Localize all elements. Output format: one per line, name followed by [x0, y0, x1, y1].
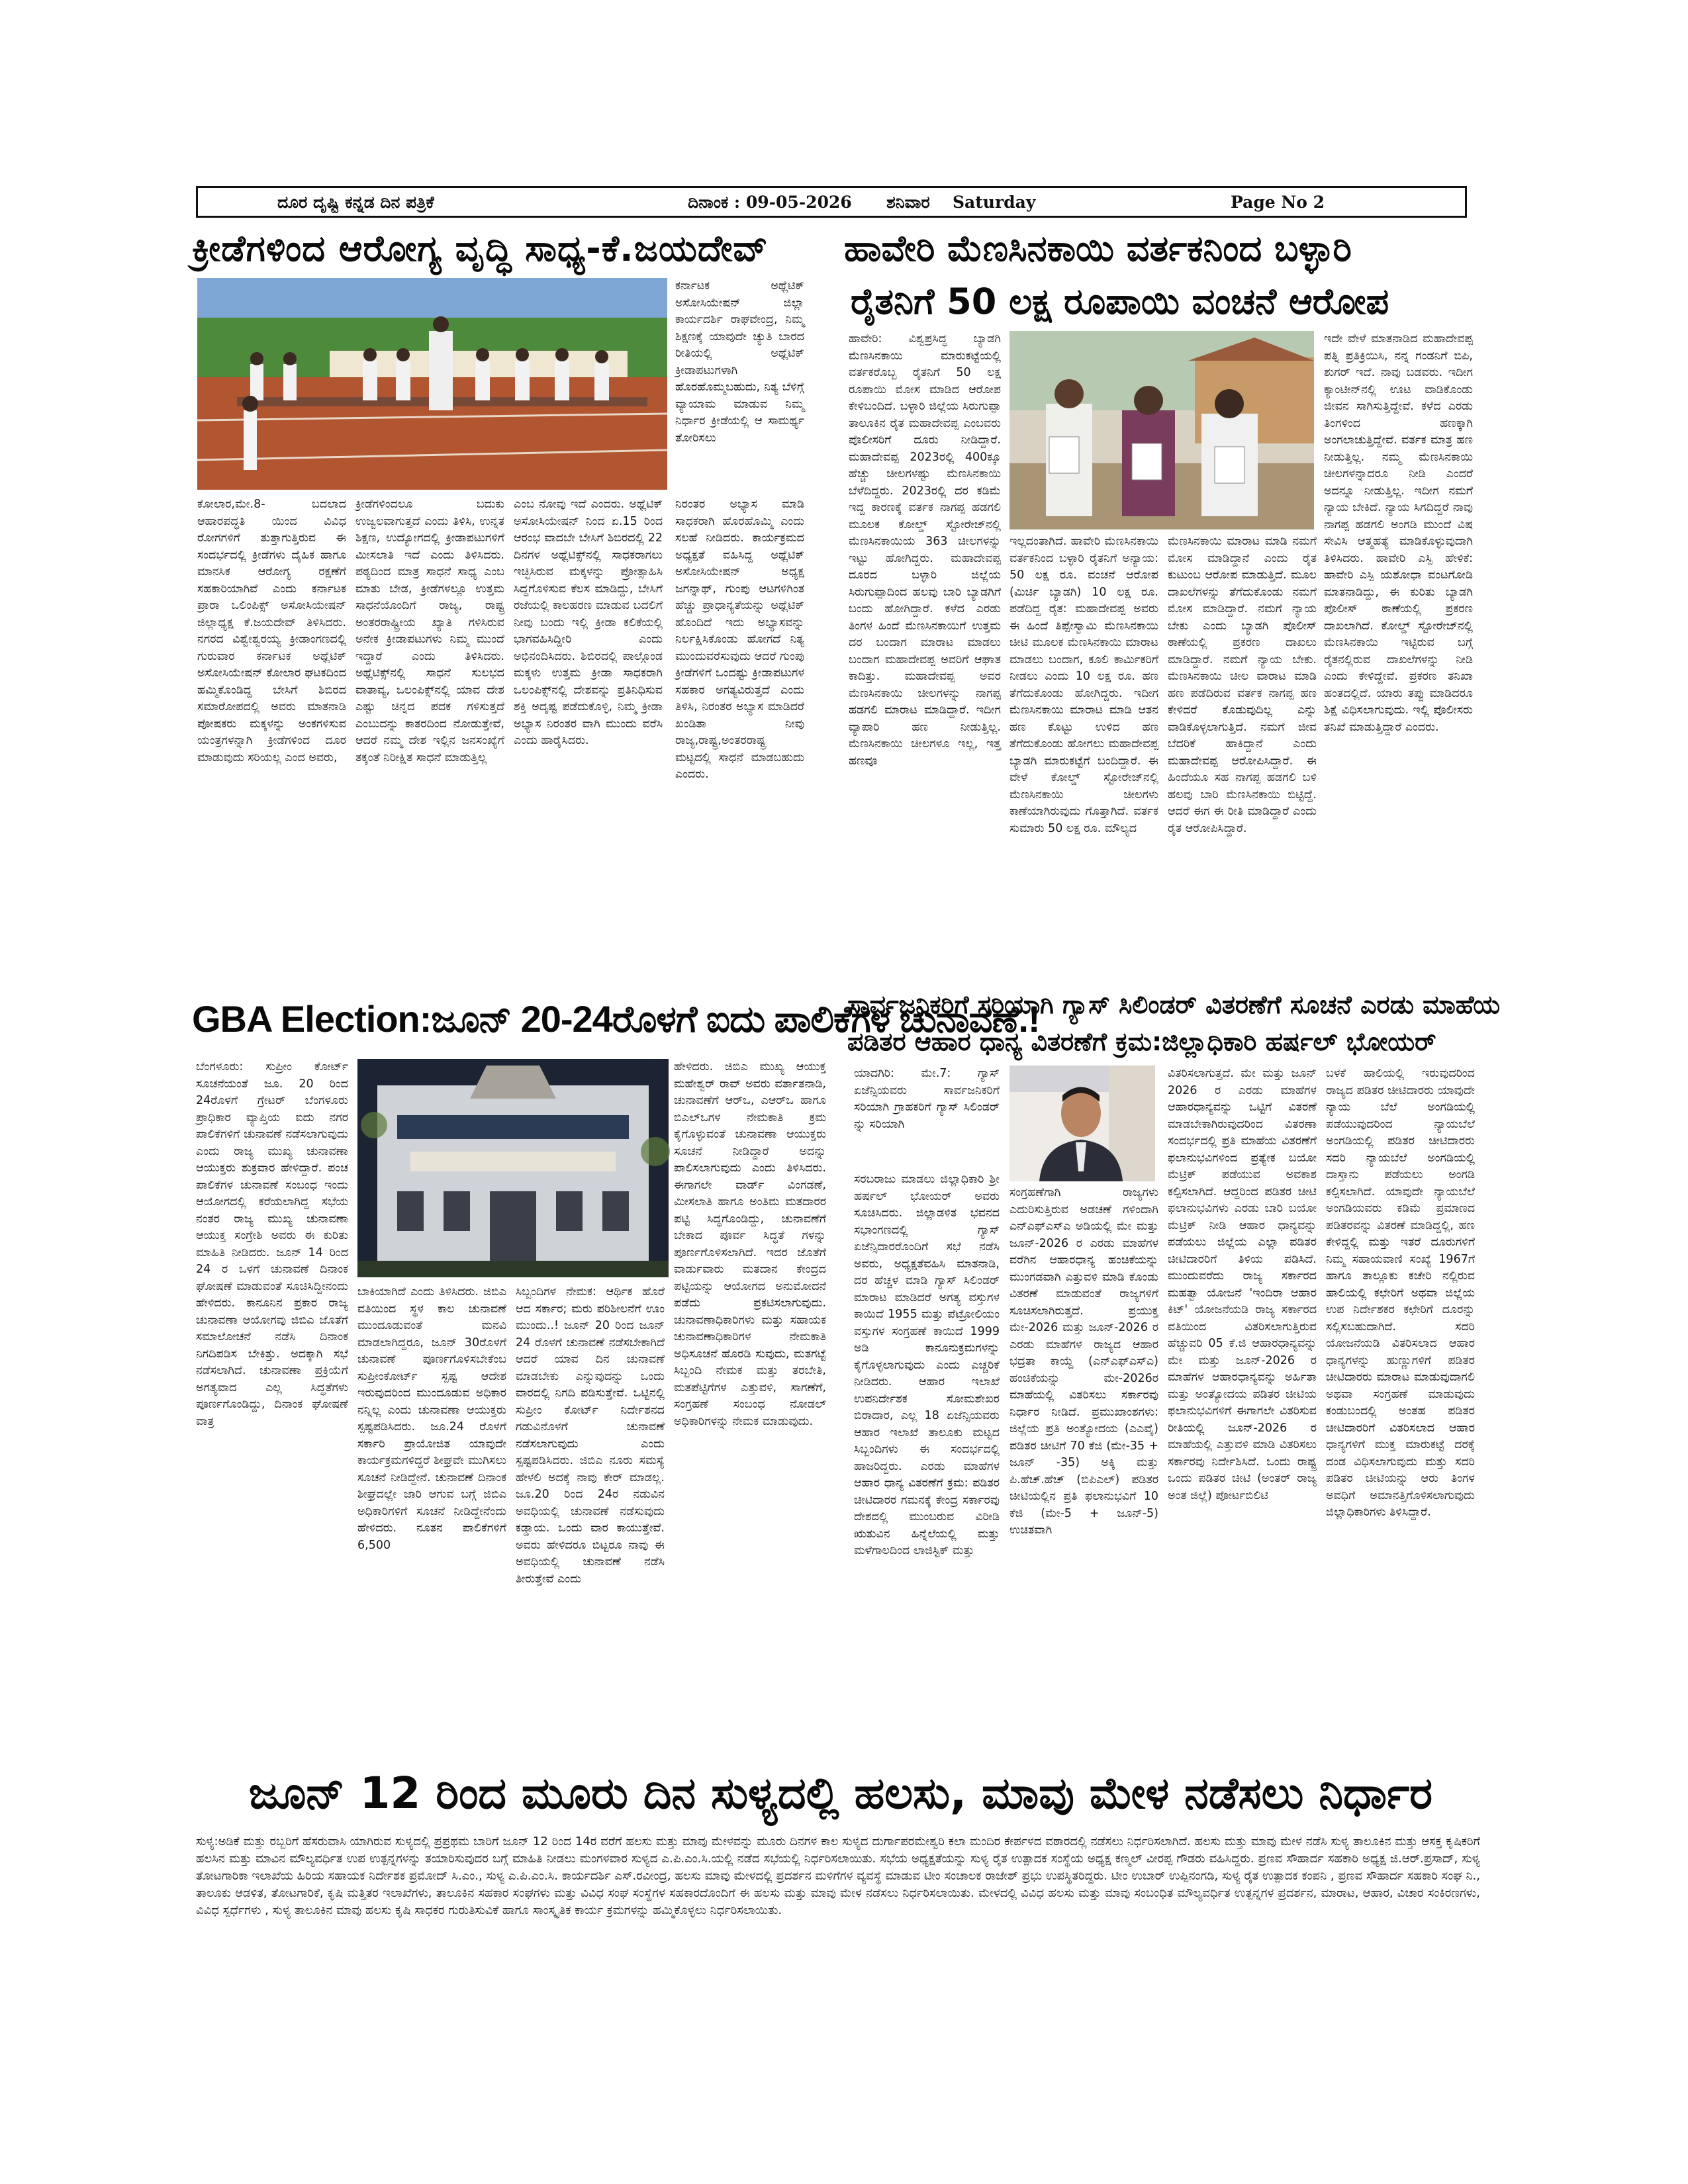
gba-column-3: ಸಿಬ್ಬಂದಿಗಳ ನೇಮಕ: ಆರ್ಥಿಕ ಹೊರೆ ಆದ ಸರ್ಕಾರ; ಮರು ಪರಿಶೀಲನೆಗೆ ಊಂ ಮುಂದು..! ಜೂನ್ 20 ರಿಂದ ಜೂನ್ 24 ರೊಳಗೆ ಚುನಾವಣೆ ನಡೆಸಬೇಕಾಗಿದೆ ಆದರೆ ಯಾವ ದಿನ ಚುನಾವಣೆ ಮಾಡಬೇಕು ಎನ್ನುವುದನ್ನು ಒಂದು ವಾರದಲ್ಲಿ ನಿಗದಿ ಪಡಿಸುತ್ತೇವೆ. ಒಟ್ಟಿನಲ್ಲಿ ಸುಪ್ರೀಂ ಕೋರ್ಟ್ ನಿರ್ದೇಶನದ ಗಡುವಿನೊಳಗೆ ಚುನಾವಣೆ ನಡೆಸಲಾಗುವುದು ಎಂದು ಸ್ಪಷ್ಟಪಡಿಸಿದರು. ಜಿಬಿಎ ನೂರು ಸಮಸ್ಯೆ ಹೇಳಲಿ ಅದಕ್ಕೆ ನಾವು ಕೇರ್ ಮಾಡಲ್ಲ. ಜೂ.20 ರಿಂದ 24ರ ನಡುವಿನ ಅವಧಿಯಲ್ಲಿ ಚುನಾವಣೆ ನಡೆಸುವುದು ಕಡ್ಡಾಯ. ಒಂದು ವಾರ ಕಾಯುತ್ತೇವೆ. ಅವರು ಹೇಳಿದರೂ ಬಿಟ್ಟರೂ ನಾವು ಈ ಅವಧಿಯಲ್ಲಿ ಚುನಾವಣೆ ನಡೆಸಿ ತೀರುತ್ತೇವೆ ಎಂದು [516, 1285, 665, 1586]
mela-body: ಸುಳ್ಯ:ಅಡಿಕೆ ಮತ್ತು ರಬ್ಬರಿಗೆ ಹೆಸರುವಾಸಿ ಯಾಗಿರುವ ಸುಳ್ಯದಲ್ಲಿ ಪ್ರಪ್ರಥಮ ಬಾರಿಗೆ ಜೂನ್ 12 ರಿಂದ 14ರ ವರೆಗೆ ಹಲಸು ಮತ್ತು ಮಾವು ಮೇಳವನ್ನು ಮೂರು ದಿನಗಳ ಕಾಲ ಸುಳ್ಯದ ದುರ್ಗಾಪರಮೇಶ್ವರಿ ಕಲಾ ಮಂದಿರ ಕೇರ್ಪಳದ ವಠಾರದಲ್ಲಿ ನಡೆಸಲು ನಿರ್ಧರಿಸಲಾಗಿದೆ. ಹಲಸು ಮತ್ತು ಮಾವು ಮೇಳ ನಡೆಸಿ ಸುಳ್ಯ ತಾಲೂಕಿನ ಮತ್ತು ಆಸಕ್ತ ಕೃಷಿಕರಿಗೆ ಹಲಸಿನ ಮತ್ತು ಮಾವಿನ ಮೌಲ್ಯವರ್ಧಿತ ಉಪ ಉತ್ಪನ್ನಗಳನ್ನು ತಯಾರಿಸುವುದರ ಬಗ್ಗೆ ಮಾಹಿತಿ ನೀಡಲು ಮಂಗಳವಾರ ಸುಳ್ಯದ ಎ.ಪಿ.ಎಂ.ಸಿ.ಯಲ್ಲಿ ನಡೆದ ಸಭೆಯಲ್ಲಿ ನಿರ್ಧರಿಸಲಾಯಿತು. ಸಭೆಯ ಅಧ್ಯಕ್ಷತೆಯನ್ನು ಸುಳ್ಯ ರೈತ ಉತ್ಪಾದಕ ಸಂಸ್ಥೆಯ ಅಧ್ಯಕ್ಷ ಕಣ್ಮಲ್ ವೀರಪ್ಪ ಗೌಡರು ವಹಿಸಿದ್ದರು. ಪ್ರಣವ ಸೌಹಾರ್ದ ಸಹಕಾರಿ ಅಧ್ಯಕ್ಷ ಜಿ.ಆರ್.ಪ್ರಸಾದ್, ಸುಳ್ಯ ತೋಟಗಾರಿಕಾ ಇಲಾಖೆಯ ಹಿರಿಯ ಸಹಾಯಕ ನಿರ್ದೇಶಕ ಪ್ರಮೋದ್ ಸಿ.ಎಂ., ಸುಳ್ಯ ಎ.ಪಿ.ಎಂ.ಸಿ. ಕಾರ್ಯದರ್ಶಿ ಎಸ್.ರವೀಂದ್ರ, ಹಲಸು ಮಾವು ಮೇಳದಲ್ಲಿ ಪ್ರದರ್ಶನ ಮಳಿಗೆಗಳ ವ್ಯವಸ್ಥೆ ಮಾಡುವ ಟೀಂ ಸಂಚಾಲಕ ರಾಜೇಶ್ ಪ್ರಭು ಉಪಸ್ಥಿತರಿದ್ದರು. ಟೀಂ ಉಬಾರ್ ಉಪ್ಪಿನಂಗಡಿ, ಸುಳ್ಯ ರೈತ ಉತ್ಪಾದಕ ಕಂಪನಿ , ಪ್ರಣವ ಸೌಹಾರ್ದ ಸಹಕಾರಿ ಸಂಘ ನಿ., ತಾಲೂಕು ಆಡಳಿತ, ತೋಟಗಾರಿಕೆ, ಕೃಷಿ ಮತ್ತಿತರ ಇಲಾಖೆಗಳು, ತಾಲೂಕಿನ ಸಹಕಾರ ಸಂಘಗಳು ಮತ್ತು ವಿವಿಧ ಸಂಘ ಸಂಸ್ಥೆಗಳ ಸಹಕಾರದೊಂದಿಗೆ ಈ ಹಲಸು ಮತ್ತು ಮಾವು ಮೇಳ ನಡೆಸಲು ನಿರ್ಧರಿಸಲಾಯಿತು. ಮೇಳದಲ್ಲಿ ವಿವಿಧ ಹಲಸು ಮತ್ತು ಮಾವು ಸಂಬಂಧಿತ ಮೌಲ್ಯವರ್ಧಿತ ಉತ್ಪನ್ನಗಳ ಪ್ರದರ್ಶನ, ಮಾರಾಟ, ಆಹಾರ, ವಿಚಾರ ಸಂಕಿರಣಗಳು, ವಿವಿಧ ಸ್ಪರ್ಧೆಗಳು , ಸುಳ್ಯ ತಾಲೂಕಿನ ಮಾವು ಹಲಸು ಕೃಷಿ ಸಾಧಕರ ಗುರುತಿಸುವಿಕೆ ಹಾಗೂ ಸಾಂಸ್ಕೃತಿಕ ಕಾರ್ಯ ಕ್ರಮಗಳನ್ನು ಹಮ್ಮಿಕೊಳ್ಳಲು ನಿರ್ಧರಿಸಲಾಯಿತು. [196, 1835, 1480, 1917]
sports-column-2: ಕ್ರೀಡೆಗಳಿಂದಲೂ ಬದುಕು ಉಜ್ವಲವಾಗುತ್ತದೆ ಎಂದು ತಿಳಿಸಿ, ಉನ್ನತ ಶಿಕ್ಷಣ, ಉದ್ಯೋಗದಲ್ಲಿ ಕ್ರೀಡಾಪಟುಗಳಿಗೆ ಮೀಸಲಾತಿ ಇದೆ ಎಂದು ತಿಳಿಸಿದರು. ಪಠ್ಯದಿಂದ ಮಾತ್ರ ಸಾಧನೆ ಸಾಧ್ಯ ಎಂಬ ಮಾತು ಬೇಡ, ಕ್ರೀಡೆಗಳಲ್ಲೂ ಉತ್ತಮ ಸಾಧನೆಯೊಂದಿಗೆ ರಾಜ್ಯ, ರಾಷ್ಟ್ರ ಅಂತರರಾಷ್ಟ್ರೀಯ ಖ್ಯಾತಿ ಗಳಿಸಿರುವ ಅನೇಕ ಕ್ರೀಡಾಪಟುಗಳು ನಿಮ್ಮ ಮುಂದೆ ಇದ್ದಾರೆ ಎಂದು ತಿಳಿಸಿದರು. ಅಥ್ಲೆಟಿಕ್ಸ್‌ನಲ್ಲಿ ಸಾಧನೆ ಸುಲಭದ ವಾತಾವ್ಯ, ಒಲಂಪಿಕ್ಸ್‌ನಲ್ಲಿ ಯಾವ ದೇಶ ಎಷ್ಟು ಚಿನ್ನದ ಪದಕ ಗಳಿಸುತ್ತದೆ ಎಂಬುದನ್ನು ಕಾತರದಿಂದ ನೋಡುತ್ತೇವೆ, ಆದರೆ ನಮ್ಮ ದೇಶ ಇಲ್ಲಿನ ಜನಸಂಖ್ಯೆಗೆ ತಕ್ಕಂತೆ ನಿರೀಕ್ಷಿತ ಸಾಧನೆ ಮಾಡುತ್ತಿಲ್ಲ [355, 498, 504, 764]
farmers-holding-papers-photo [1009, 331, 1314, 529]
gba-headline: GBA Election:ಜೂನ್ 20-24ರೊಳಗೆ ಐದು ಪಾಲಿಕೆಗಳ ಚುನಾವಣೆ.! [192, 998, 1040, 1040]
chilli-column-4: ಇದೇ ವೇಳೆ ಮಾತನಾಡಿದ ಮಹಾದೇವಪ್ಪ ಪತ್ನಿ ಪ್ರತಿಕ್ರಿಯಿಸಿ, ನನ್ನ ಗಂಡನಿಗೆ ಬಿಪಿ, ಶುಗರ್ ಇದೆ. ನಾವು ಬಡವರು. ಇದೀಗ ಕ್ಯಾಂಟೀನ್‌ನಲ್ಲಿ ಊಟ ವಾಡಿಕೊಂಡು ಜೀವನ ಸಾಗಿಸುತ್ತಿದ್ದೇವೆ. ಕಳೆದ ಎರಡು ತಿಂಗಳಿಂದ ಹಣಕ್ಕಾಗಿ ಅಂಗಲಾಚುತ್ತಿದ್ದೇವೆ. ವರ್ತಕ ಮಾತ್ರ ಹಣ ನೀಡುತ್ತಿಲ್ಲ. ನಮ್ಮ ಮೆಣಸಿನಕಾಯಿ ಚೀಲಗಳನ್ನಾದರೂ ನೀಡಿ ಎಂದರೆ ಅದನ್ನೂ ನೀಡುತ್ತಿಲ್ಲ. ಇದೀಗ ನಮಗೆ ನ್ಯಾಯ ಬೇಕಿದೆ. ನ್ಯಾಯ ಸಿಗದಿದ್ದರೆ ನಾವು ನಾಗಪ್ಪ ಹಡಗಲಿ ಅಂಗಡಿ ಮುಂದೆ ವಿಷ ಸೇವಿಸಿ ಆತ್ಮಹತ್ಯೆ ಮಾಡಿಕೊಳ್ಳುವುದಾಗಿ ತಿಳಿಸಿದರು. ಹಾವೇರಿ ಎಸ್ಪಿ ಹೇಳಿಕೆ: ಹಾವೇರಿ ಎಸ್ಪಿ ಯಶೋಧಾ ವಂಟಗೋಡಿ ಮಾತನಾಡಿದ್ದು, ಈ ಕುರಿತು ಬ್ಯಾಡಗಿ ಪೊಲೀಸ್ ಠಾಣೆಯಲ್ಲಿ ಪ್ರಕರಣ ದಾಖಲಾಗಿದೆ. ಕೋಲ್ಡ್ ಸ್ಟೋರೇಜ್‌ನಲ್ಲಿ ಮೆಣಸಿನಕಾಯಿ ಇಟ್ಟಿರುವ ಬಗ್ಗೆ ರೈತನಲ್ಲಿರುವ ದಾಖಲೆಗಳನ್ನು ನೀಡಿ ಎಂದು ಕೇಳಿದ್ದೇವೆ. ಪ್ರಕರಣ ತನಿಖಾ ಹಂತದಲ್ಲಿದೆ. ಯಾರು ತಪ್ಪು ಮಾಡಿದರೂ ಶಿಕ್ಷೆ ವಿಧಿಸಲಾಗುವುದು. ಇಲ್ಲಿ ಪೊಲೀಸರು ತನಿಖೆ ಮಾಡುತ್ತಿದ್ದಾರೆ ಎಂದರು. [1324, 332, 1473, 734]
gas-headline-line1: ಸಾರ್ವಜನಿಕರಿಗೆ ಸರಿಯಾಗಿ ಗ್ಯಾಸ್ ಸಿಲಿಂಡರ್ ವಿತರಣೆಗೆ ಸೂಚನೆ ಎರಡು ಮಾಹೆಯ [847, 990, 1501, 1019]
chilli-column-2: ಇಲ್ಲದಂತಾಗಿದೆ. ಹಾವೇರಿ ಮೆಣಸಿನಕಾಯಿ ವರ್ತಕನಿಂದ ಬಳ್ಳಾರಿ ರೈತನಿಗೆ ಅನ್ಯಾಯ: 50 ಲಕ್ಷ ರೂ. ವಂಚನೆ ಆರೋಪ (ಮಿರ್ಚಿ ಬ್ಯಾಡಗಿ) 10 ಲಕ್ಷ ರೂ. ಪಡೆದಿದ್ದ ರೈತ: ಮಹಾದೇವಪ್ಪ ಅವರು ಈ ಹಿಂದೆ ತಿಪ್ಪೇಸ್ವಾಮಿ ಮೆಣಸಿನಕಾಯಿ ಚೀಟಿ ಮೂಲಕ ಮೆಣಸಿನಕಾಯಿ ಮಾರಾಟ ಮಾಡಲು ಬಂದಾಗ, ಕೂಲಿ ಕಾರ್ಮಿಕರಿಗೆ ನೀಡಲು ಎಂದು 10 ಲಕ್ಷ ರೂ. ಹಣ ತೆಗೆದುಕೊಂಡು ಹೋಗಿದ್ದರು. ಇದೀಗ ಮೆಣಸಿನಕಾಯಿ ಮಾರಾಟ ಮಾಡಿ ಆತನ ಹಣ ಕೊಟ್ಟು ಉಳಿದ ಹಣ ತೆಗೆದುಕೊಂಡು ಹೋಗಲು ಮಹಾದೇವಪ್ಪ ಬ್ಯಾಡಗಿ ಮಾರುಕಟ್ಟೆಗೆ ಬಂದಿದ್ದಾರೆ. ಈ ವೇಳೆ ಕೋಲ್ಡ್ ಸ್ಟೋರೇಜ್‌ನಲ್ಲಿ ಮೆಣಸಿನಕಾಯಿ ಚೀಲಗಳು ಕಾಣೆಯಾಗಿರುವುದು ಗೊತ್ತಾಗಿದೆ. ವರ್ತಕ ಸುಮಾರು 50 ಲಕ್ಷ ರೂ. ಮೌಲ್ಯದ [1009, 535, 1158, 835]
chilli-headline-line2: ರೈತನಿಗೆ 50 ಲಕ್ಷ ರೂಪಾಯಿ ವಂಚನೆ ಆರೋಪ [851, 281, 1389, 322]
masthead-bar [196, 186, 1467, 218]
district-collector-portrait-photo [1009, 1066, 1155, 1181]
page-number: Page No 2 [1231, 193, 1325, 212]
chilli-column-1: ಹಾವೇರಿ: ವಿಶ್ವಪ್ರಸಿದ್ಧ ಬ್ಯಾಡಗಿ ಮೆಣಸಿನಕಾಯಿ ಮಾರುಕಟ್ಟೆಯಲ್ಲಿ ವರ್ತಕರೊಬ್ಬ ರೈತನಿಗೆ 50 ಲಕ್ಷ ರೂಪಾಯಿ ಮೋಸ ಮಾಡಿದ ಆರೋಪ ಕೇಳಿಬಂದಿದೆ. ಬಳ್ಳಾರಿ ಜಿಲ್ಲೆಯ ಸಿರುಗುಪ್ಪಾ ತಾಲೂಕಿನ ರೈತ ಮಹಾದೇವಪ್ಪ ಎಂಬವರು ಪೊಲೀಸರಿಗೆ ದೂರು ನೀಡಿದ್ದಾರೆ. ಮಹಾದೇವಪ್ಪ 2023ರಲ್ಲಿ 400ಕ್ಕೂ ಹೆಚ್ಚು ಚೀಲಗಳಷ್ಟು ಮೆಣಸಿನಕಾಯಿ ಬೆಳೆದಿದ್ದರು. 2023ರಲ್ಲಿ ದರ ಕಡಿಮೆ ಇದ್ದ ಕಾರಣಕ್ಕೆ ವರ್ತಕ ನಾಗಪ್ಪ ಹಡಗಲಿ ಮೂಲಕ ಕೋಲ್ಡ್ ಸ್ಟೋರೇಜ್‌ನಲ್ಲಿ ಮೆಣಸಿನಕಾಯಿಯ 363 ಚೀಲಗಳನ್ನು ಇಟ್ಟು ಹೋಗಿದ್ದರು. ಮಹಾದೇವಪ್ಪ ದೂರದ ಬಳ್ಳಾರಿ ಜಿಲ್ಲೆಯ ಸಿರುಗುಪ್ಪಾದಿಂದ ಹಲವು ಬಾರಿ ಬ್ಯಾಡಗಿಗೆ ಬಂದು ಹೋಗಿದ್ದಾರೆ. ಕಳೆದ ಎರಡು ತಿಂಗಳ ಹಿಂದೆ ಮೆಣಸಿನಕಾಯಿಗೆ ಉತ್ತಮ ದರ ಬಂದಾಗ ಮಾರಾಟ ಮಾಡಲು ಬಂದಾಗ ಮಹಾದೇವಪ್ಪ ಅವರಿಗೆ ಆಘಾತ ಕಾದಿತ್ತು. ಮಹಾದೇವಪ್ಪ ಅವರ ಮೆಣಸಿನಕಾಯಿ ಚೀಲಗಳನ್ನು ನಾಗಪ್ಪ ಹಡಗಲಿ ಮಾರಾಟ ಮಾಡಿದ್ದಾರೆ. ಇದೀಗ ವ್ಯಾಪಾರಿ ಹಣ ನೀಡುತ್ತಿಲ್ಲ. ಮೆಣಸಿನಕಾಯಿ ಚೀಲಗಳೂ ಇಲ್ಲ, ಇತ್ತ ಹಣವೂ [849, 332, 1001, 768]
sports-column-3: ಎಂಬ ನೋವು ಇದೆ ಎಂದರು. ಅಥ್ಲೆಟಿಕ್ ಅಸೋಸಿಯೇಷನ್ ನಿಂದ ಏ.15 ರಿಂದ ಆರಂಭ ವಾದಬೇ ಬೇಸಿಗೆ ಶಿಬಿರದಲ್ಲಿ 22 ದಿನಗಳ ಅಥ್ಲೆಟಿಕ್ಸ್‌ನಲ್ಲಿ ಸಾಧಕರಾಗಲು ಇಚ್ಛಿಸಿರುವ ಮಕ್ಕಳನ್ನು ಪ್ರೋತ್ಸಾಹಿಸಿ ಸಿದ್ದಗೊಳಿಸುವ ಕೆಲಸ ಮಾಡಿದ್ದು, ಬೇಸಿಗೆ ರಜೆಯಲ್ಲಿ ಕಾಲಹರಣ ಮಾಡುವ ಬದಲಿಗೆ ನೀವು ಬಂದು ಇಲ್ಲಿ ಕ್ರೀಡಾ ಕಲಿಕೆಯಲ್ಲಿ ಭಾಗವಹಿಸಿದ್ದೀರಿ ಎಂದು ಅಭಿನಂದಿಸಿದರು. ಶಿಬಿರದಲ್ಲಿ ಪಾಲ್ಗೊಂಡ ಮಕ್ಕಳು ಉತ್ತಮ ಕ್ರೀಡಾ ಸಾಧಕರಾಗಿ ಒಲಂಪಿಕ್ಸ್‌ನಲ್ಲಿ ದೇಶವನ್ನು ಪ್ರತಿನಿಧಿಸುವ ಶಕ್ತಿ ಅದೃಷ್ಟ ಪಡೆದುಕೊಳ್ಳಿ, ನಿಮ್ಮ ಕ್ರೀಡಾ ಅಭ್ಯಾಸ ನಿರಂತರ ವಾಗಿ ಮುಂದು ವರೆಸಿ ಎಂದು ಹಾರೈಸಿದರು. [514, 498, 663, 747]
sports-side-column: ಕರ್ನಾಟಕ ಅಥ್ಲೆಟಿಕ್ ಅಸೋಸಿಯೇಷನ್ ಜಿಲ್ಲಾ ಕಾರ್ಯದರ್ಶಿ ರಾಘವೇಂದ್ರ, ನಿಮ್ಮ ಶಿಕ್ಷಣಕ್ಕೆ ಯಾವುದೇ ಚ್ಯುತಿ ಬಾರದ ರೀತಿಯಲ್ಲಿ ಅಥ್ಲೆಟಿಕ್ ಕ್ರೀಡಾಪಟುಗಳಾಗಿ ಹೊರಹೊಮ್ಮಬಹುದು, ನಿತ್ಯ ಬೆಳಿಗ್ಗೆ ವ್ಯಾಯಾಮ ಮಾಡುವ ನಿಮ್ಮ ನಿರ್ಧಾರ ಕ್ರೀಡೆಯಲ್ಲಿ ಆ ಸಾಮರ್ಥ್ಯ ತೋರಿಸಲು [675, 279, 804, 445]
gas-headline-line2: ಪಡಿತರ ಆಹಾರ ಧಾನ್ಯ ವಿತರಣೆಗೆ ಕ್ರಮ:ಜಿಲ್ಲಾಧಿಕಾರಿ ಹರ್ಷಲ್ ಭೋಯರ್ [847, 1027, 1436, 1056]
gba-column-2: ಬಾಕಿಯಾಗಿದೆ ಎಂದು ತಿಳಿಸಿದರು. ಜಿಬಿಎ ವತಿಯಿಂದ ಸ್ಥಳ ಕಾಲ ಚುನಾವಣೆ ಮುಂದೂಡುವಂತೆ ಮನವಿ ಮಾಡಲಾಗಿದ್ದರೂ, ಜೂನ್ 30ರೊಳಗೆ ಚುನಾವಣೆ ಪೂರ್ಣಗೊಳಿಸಬೇಕೆಂಬ ಸುಪ್ರೀಂಕೋರ್ಟ್ ಸ್ಪಷ್ಟ ಆದೇಶ ಇರುವುದರಿಂದ ಮುಂದೂಡುವ ಅಧಿಕಾರ ನನ್ನಿಲ್ಲ ಎಂದು ಚುನಾವಣಾ ಆಯುಕ್ತರು ಸ್ಪಷ್ಟಪಡಿಸಿದರು. ಜೂ.24 ರೊಳಗೆ ಸರ್ಕಾರಿ ಪ್ರಾಯೋಜಿತ ಯಾವುದೇ ಕಾರ್ಯಕ್ರಮಗಳಿದ್ದರೆ ಶೀಘ್ರವೇ ಮುಗಿಸಲು ಸೂಚನೆ ನೀಡಿದ್ದೇನೆ. ಚುನಾವಣೆ ದಿನಾಂಕ ಶೀಘ್ರದಲ್ಲೇ ಜಾರಿ ಆಗುವ ಬಗ್ಗೆ ಜಿಬಿಎ ಅಧಿಕಾರಿಗಳಿಗೆ ಸೂಚನೆ ನೀಡಿದ್ದೇನೆಂದು ಹೇಳಿದರು. ನೂತನ ಪಾಲಿಕೆಗಳಿಗೆ 6,500 [357, 1285, 506, 1552]
chilli-headline-line1: ಹಾವೇರಿ ಮೆಣಸಿನಕಾಯಿ ವರ್ತಕನಿಂದ ಬಳ್ಳಾರಿ [844, 228, 1352, 269]
sports-headline: ಕ್ರೀಡೆಗಳಿಂದ ಆರೋಗ್ಯ ವೃದ್ಧಿ ಸಾಧ್ಯ-ಕೆ.ಜಯದೇವ್ [192, 228, 769, 269]
chilli-column-3: ಮೆಣಸಿನಕಾಯಿ ಮಾರಾಟ ಮಾಡಿ ನಮಗೆ ಮೋಸ ಮಾಡಿದ್ದಾನೆ ಎಂದು ರೈತ ಕುಟುಂಬ ಆರೋಪ ಮಾಡುತ್ತಿದೆ. ಮೂಲ ದಾಖಲೆಗಳನ್ನು ತೆಗೆದುಕೊಂಡು ನಮಗೆ ಮೋಸ ಮಾಡಿದ್ದಾರೆ. ನಮಗೆ ನ್ಯಾಯ ಬೇಕು ಎಂದು ಬ್ಯಾಡಗಿ ಪೊಲೀಸ್ ಠಾಣೆಯಲ್ಲಿ ಪ್ರಕರಣ ದಾಖಲು ಮಾಡಿದ್ದಾರೆ. ನಮಗೆ ನ್ಯಾಯ ಬೇಕು. ಮೆಣಸಿನಕಾಯಿ ಚೀಲ ವಾರಾಟ ಮಾಡಿ ಹಣ ಪಡೆದಿರುವ ವರ್ತಕ ನಾಗಪ್ಪ ಹಣ ಕೇಳಿದರೆ ಕೊಡುವುದಿಲ್ಲ ಎನ್ನು ವಾಡಿಕೊಳ್ಳಲಾಗುತ್ತಿದೆ. ನಮಗೆ ಜೀವ ಬೆದರಿಕೆ ಹಾಕಿದ್ದಾನೆ ಎಂದು ಮಹಾದೇವಪ್ಪ ಆರೋಪಿಸಿದ್ದಾರೆ. ಈ ಹಿಂದೆಯೂ ಸಹ ನಾಗಪ್ಪ ಹಡಗಲಿ ಬಳಿ ಹಲವು ಬಾರಿ ಮೆಣಸಿನಕಾಯಿ ಬಿಟ್ಟಿದ್ದೆ. ಆದರೆ ಈಗ ಈ ರೀತಿ ಮಾಡಿದ್ದಾರೆ ಎಂದು ರೈತ ಆರೋಪಿಸಿದ್ದಾರೆ. [1168, 535, 1317, 835]
gba-column-1: ಬೆಂಗಳೂರು: ಸುಪ್ರೀಂ ಕೋರ್ಟ್ ಸೂಚನೆಯಂತೆ ಜೂ. 20 ರಿಂದ 24ರೊಳಗೆ ಗ್ರೇಟರ್ ಬೆಂಗಳೂರು ಪ್ರಾಧಿಕಾರ ವ್ಯಾಪ್ತಿಯ ಐದು ನಗರ ಪಾಲಿಕೆಗಳಿಗೆ ಚುನಾವಣೆ ನಡೆಸಲಾಗುವುದು ಎಂದು ರಾಜ್ಯ ಮುಖ್ಯ ಚುನಾವಣಾ ಆಯುಕ್ತರು ಶುಕ್ರವಾರ ಹೇಳಿದ್ದಾರೆ. ಪಂಚ ಪಾಲಿಕೆಗಳ ಚುನಾವಣೆ ಸಂಬಂಧ ಇಂದು ಆಯೋಗದಲ್ಲಿ ಕರೆಯಲಾಗಿದ್ದ ಸಭೆಯ ನಂತರ ರಾಜ್ಯ ಮುಖ್ಯ ಚುನಾವಣಾ ಆಯುಕ್ತ ಸಂಗ್ರೇಶಿ ಅವರು ಈ ಕುರಿತು ಮಾಹಿತಿ ನೀಡಿದರು. ಜೂನ್ 14 ರಿಂದ 24 ರ ಒಳಗೆ ಚುನಾವಣೆ ದಿನಾಂಕ ಘೋಷಣೆ ಮಾಡುವಂತೆ ಸೂಚಿಸಿದ್ದೀನಂದು ಹೇಳಿದರು. ಕಾನೂನಿನ ಪ್ರಕಾರ ರಾಜ್ಯ ಚುನಾವಣಾ ಆಯೋಗವು ಜಿಬಿಎ ಜೊತೆಗೆ ಸಮಾಲೋಚನೆ ನಡೆಸಿ ದಿನಾಂಕ ನಿಗದಿಪಡಿಸ ಬೇಕಿತ್ತು. ಅದಕ್ಕಾಗಿ ಸಭೆ ನಡೆಸಲಾಗಿದೆ. ಚುನಾವಣಾ ಪ್ರಕ್ರಿಯೆಗೆ ಅಗತ್ಯವಾದ ಎಲ್ಲ ಸಿದ್ಧತೆಗಳು ಪೂರ್ಣಗೊಂಡಿದ್ದು, ದಿನಾಂಕ ಘೋಷಣೆ ವಾತ್ರ [196, 1060, 348, 1428]
gas-column-3: ವಿತರಿಸಲಾಗುತ್ತದೆ. ಮೇ ಮತ್ತು ಜೂನ್ 2026 ರ ಎರಡು ಮಾಹೆಗಳ ಆಹಾರಧಾನ್ಯವನ್ನು ಒಟ್ಟಿಗೆ ವಿತರಣೆ ಮಾಡಬೇಕಾಗಿರುವುದರಿಂದ ವಿತರಣಾ ಸಂದರ್ಭದಲ್ಲಿ ಪ್ರತಿ ಮಾಹೆಯ ವಿತರಣೆಗೆ ಫಲಾನುಭವಿಗಳಿಂದ ಪ್ರತ್ಯೇಕ ಬಯೋ ಮೆಟ್ರಿಕ್ ಪಡೆಯುವ ಅವಕಾಶ ಕಲ್ಪಿಸಲಾಗಿದೆ. ಆದ್ದರಿಂದ ಪಡಿತರ ಚೀಟಿ ಫಲಾನುಭವಿಗಳು ಎರಡು ಬಾರಿ ಬಯೋ ಮೆಟ್ರಿಕ್ ನೀಡಿ ಆಹಾರ ಧಾನ್ಯವನ್ನು ಪಡೆಯಲು ಜಿಲ್ಲೆಯ ಎಲ್ಲಾ ಪಡಿತರ ಚೀಟಿದಾರರಿಗೆ ತಿಳಿಯ ಪಡಿಸಿದೆ. ಮುಂದುವರೆದು ರಾಜ್ಯ ಸರ್ಕಾರದ ಮಹತ್ವಾ ಯೋಜನೆ 'ಇಂದಿರಾ ಆಹಾರ ಕಿಟ್' ಯೋಜನೆಯಡಿ ರಾಜ್ಯ ಸರ್ಕಾರದ ವತಿಯಿಂದ ವಿತರಿಸಲಾಗುತ್ತಿರುವ ಹೆಚ್ಚುವರಿ 05 ಕೆ.ಜಿ ಆಹಾರಧಾನ್ಯವನ್ನು ಮೇ ಮತ್ತು ಜೂನ್-2026 ರ ಮಾಹೆಗಳ ಆಹಾರಧಾನ್ಯವನ್ನು ಅರ್ಹಿತಾ ಮತ್ತು ಅಂತ್ಯೋದಯ ಪಡಿತರ ಚೀಟಿಯ ಫಲಾನುಭವಿಗಳಿಗೆ ಈಗಾಗಲೇ ವಿತರಿಸುವ ರೀತಿಯಲ್ಲಿ ಜೂನ್-2026 ರ ಮಾಹೆಯಲ್ಲಿ ಎತ್ತುವಳಿ ಮಾಡಿ ವಿತರಿಸಲು ಸರ್ಕಾರವು ನಿರ್ದೇಶಿಸಿದೆ. ಒಂದು ರಾಷ್ಟ್ರ ಒಂದು ಪಡಿತರ ಚೀಟಿ (ಅಂತರ್ ರಾಜ್ಯ ಅಂತ ಜಿಲ್ಲೆ) ಪೋರ್ಟಬಿಲಿಟಿ [1168, 1067, 1317, 1502]
bbmp-building-night-photo [357, 1059, 669, 1277]
issue-date: ದಿನಾಂಕ : 09-05-2026 [688, 193, 852, 212]
gas-column-1: ಸರಬರಾಜು ಮಾಡಲು ಜಿಲ್ಲಾಧಿಕಾರಿ ಶ್ರೀ ಹರ್ಷಲ್ ಭೋಯರ್ ಅವರು ಸೂಚಿಸಿದರು. ಜಿಲ್ಲಾಡಳಿತ ಭವನದ ಸಭಾಂಗಣದಲ್ಲಿ ಗ್ಯಾಸ್ ಏಜೆನ್ಸಿದಾರರೊಂದಿಗೆ ಸಭೆ ನಡೆಸಿ ಅವರು, ಅಧ್ಯಕ್ಷತೆವಹಿಸಿ ಮಾತನಾಡಿ, ದರ ಹೆಚ್ಚಳ ಮಾಡಿ ಗ್ಯಾಸ್ ಸಿಲಿಂಡರ್ ಮಾರಾಟ ಮಾಡಿದರೆ ಅಗತ್ಯ ವಸ್ತುಗಳ ಕಾಯಿದೆ 1955 ಮತ್ತು ಪೆಟ್ರೋಲಿಯಂ ವಸ್ತುಗಳ ಸಂಗ್ರಹಣೆ ಕಾಯಿದೆ 1999 ಅಡಿ ಕಾನೂನುಕ್ರಮಗಳನ್ನು ಕೈಗೊಳ್ಳಲಾಗುವುದು ಎಂದು ಎಚ್ಚರಿಕೆ ನೀಡಿದರು. ಆಹಾರ ಇಲಾಖೆ ಉಪನಿರ್ದೇಶಕ ಸೋಮಶೇಖರ ಬಿರಾದಾರ, ಎಲ್ಲ 18 ಏಜೆನ್ಸಿಯವರು ಆಹಾರ ಇಲಾಖೆ ತಾಲೂಕು ಮಟ್ಟದ ಸಿಬ್ಬಂದಿಗಳು ಈ ಸಂದರ್ಭದಲ್ಲಿ ಹಾಜರಿದ್ದರು. ಎರಡು ಮಾಹೆಗಳ ಆಹಾರ ಧಾನ್ಯ ವಿತರಣೆಗೆ ಕ್ರಮ: ಪಡಿತರ ಚೀಟಿದಾರರ ಗಮನಕ್ಕೆ ಕೇಂದ್ರ ಸರ್ಕಾರವು ದೇಶದಲ್ಲಿ ಮುಂಬರುವ ವಿರೀಡಿ ಋತುವಿನ ಹಿನ್ನೆಲೆಯಲ್ಲಿ ಮತ್ತು ಮಳೆಗಾಲದಿಂದ ಲಾಜಿಸ್ಟಿಕ್ ಮತ್ತು [854, 1173, 1000, 1557]
gas-column-4: ಬಳಕೆ ಹಾಲಿಯಲ್ಲಿ ಇರುವುದರಿಂದ ರಾಜ್ಯದ ಪಡಿತರ ಚೀಟಿದಾರರು ಯಾವುದೇ ನ್ಯಾಯ ಬೆಲೆ ಅಂಗಡಿಯಲ್ಲಿ ಪಡೆಯುವುದರಿಂದ ನ್ಯಾಯಬೆಲೆ ಅಂಗಡಿಯಲ್ಲಿ ಪಡಿತರ ಚೀಟಿದಾರರು ಸದರಿ ನ್ಯಾಯಬೆಲೆ ಅಂಗಡಿಯಲ್ಲಿ ದಾಸ್ತಾನು ಪಡೆಯಲು ಅಂಗಡಿ ಕಲ್ಪಿಸಲಾಗಿದೆ. ಯಾವುದೇ ನ್ಯಾಯಬೆಲೆ ಅಂಗಡಿಯವರು ಕಡಿಮೆ ಪ್ರಮಾಣದ ಪಡಿತರವನ್ನು ವಿತರಣೆ ಮಾಡಿದ್ದಲ್ಲಿ, ಹಣ ಕೇಳಿದ್ದಲ್ಲಿ ಮತ್ತು ಇತರೆ ದೂರುಗಳಿಗೆ ನಿಮ್ಮ ಸಹಾಯವಾಣಿ ಸಂಖ್ಯೆ 1967ಗೆ ಹಾಗೂ ತಾಲ್ಲೂಕು ಕಚೇರಿ ನಲ್ಲಿರುವ ಹಾಲಿಯಲ್ಲಿ ಕಛೇರಿಗೆ ಅಥವಾ ಜಿಲ್ಲೆಯ ಉಪ ನಿರ್ದೇಶಕರ ಕಛೇರಿಗೆ ದೂರನ್ನು ಸಲ್ಲಿಸಬಹುದಾಗಿದೆ. ಸದರಿ ಯೋಜನೆಯಡಿ ವಿತರಿಸಲಾದ ಆಹಾರ ಧಾನ್ಯಗಳನ್ನು ಹುಣ್ಣುಗಳಿಗೆ ಪಡಿತರ ಚೀಟಿದಾರರು ಮಾರಾಟ ಮಾಡುವುದಾಗಲಿ ಅಥವಾ ಸಂಗ್ರಹಣೆ ಮಾಡುವುದು ಕಂಡುಬಂದಲ್ಲಿ ಅಂತಹ ಪಡಿತರ ಚೀಟಿದಾರರಿಗೆ ವಿತರಿಸಲಾದ ಆಹಾರ ಧಾನ್ಯಗಳಿಗೆ ಮುಕ್ತ ಮಾರುಕಟ್ಟೆ ದರಕ್ಕೆ ದಂಡ ವಿಧಿಸಲಾಗುವುದು ಮತ್ತು ಸದರಿ ಪಡಿತರ ಚೀಟಿಯನ್ನು ಆರು ತಿಂಗಳ ಅವಧಿಗೆ ಅಮಾನತ್ತಿಗೊಳಿಸಲಾಗುವುದು ಜಿಲ್ಲಾಧಿಕಾರಿಗಳು ತಿಳಿಸಿದ್ದಾರೆ. [1326, 1067, 1475, 1519]
athletics-meeting-photo [197, 278, 667, 490]
issue-weekday-en: Saturday [953, 193, 1036, 212]
gas-column-1-top: ಯಾದಗಿರಿ: ಮೇ.7: ಗ್ಯಾಸ್ ಏಜೆನ್ಸಿಯವರು ಸಾರ್ವಜನಿಕರಿಗೆ ಸರಿಯಾಗಿ ಗ್ರಾಹಕರಿಗೆ ಗ್ಯಾಸ್ ಸಿಲಿಂಡರ್ ನ್ನು ಸರಿಯಾಗಿ [854, 1067, 1000, 1131]
gas-column-2: ಸಂಗ್ರಹಣೆಗಾಗಿ ರಾಜ್ಯಗಳು ಎದುರಿಸುತ್ತಿರುವ ಅಡಚಣೆ ಗಳಿಂದಾಗಿ ಎನ್‌ಎಫ್‌ಎಸ್‌ಎ ಅಡಿಯಲ್ಲಿ ಮೇ ಮತ್ತು ಜೂನ್-2026 ರ ಎರಡು ಮಾಹೆಗಳ ವರೆಗಿನ ಆಹಾರಧಾನ್ಯ ಹಂಚಿಕೆಯನ್ನು ಮುಂಗಡವಾಗಿ ಎತ್ತುವಳಿ ಮಾಡಿ ಕೊಂಡು ವಿತರಣೆ ಮಾಡುವಂತೆ ರಾಜ್ಯಗಳಿಗೆ ಸೂಚಿಸಲಾಗಿರುತ್ತದೆ. ಪ್ರಯುಕ್ತ ಮೇ-2026 ಮತ್ತು ಜೂನ್-2026 ರ ಎರಡು ಮಾಹೆಗಳ ರಾಜ್ಯದ ಆಹಾರ ಭದ್ರತಾ ಕಾಯ್ದೆ (ಎನ್‌ಎಫ್‌ಎಸ್‌ಎ) ಹಂಚಿಕೆಯನ್ನು ಮೇ-2026ರ ಮಾಹೆಯಲ್ಲಿ ವಿತರಿಸಲು ಸರ್ಕಾರವು ನಿರ್ಧಾರ ನೀಡಿದೆ. ಪ್ರಮುಖಾಂಶಗಳು: ಜಿಲ್ಲೆಯ ಪ್ರತಿ ಅಂತ್ಯೋದಯ (ಎಎವೈ) ಪಡಿತರ ಚೀಟಿಗೆ 70 ಕೆಜಿ (ಮೇ-35 + ಜೂನ್ -35) ಅಕ್ಕಿ ಮತ್ತು ಪಿ.ಹೆಚ್.ಹೆಚ್ (ಬಿಪಿಎಲ್) ಪಡಿತರ ಚೀಟಿಯಲ್ಲಿನ ಪ್ರತಿ ಫಲಾನುಭವಿಗೆ 10 ಕೆಜಿ (ಮೇ-5 + ಜೂನ್-5) ಉಚಿತವಾಗಿ [1009, 1186, 1158, 1537]
sports-column-1: ಕೋಲಾರ,ಮೇ.8- ಬದಲಾದ ಆಹಾರಪದ್ಧತಿ ಯಿಂದ ವಿವಿಧ ರೋಗಗಳಿಗೆ ತುತ್ತಾಗುತ್ತಿರುವ ಈ ಸಂದರ್ಭದಲ್ಲಿ ಕ್ರೀಡೆಗಳು ದೈಹಿಕ ಹಾಗೂ ಮಾನಸಿಕ ಆರೋಗ್ಯ ರಕ್ಷಣೆಗೆ ಸಹಕಾರಿಯಾಗಿವೆ ಎಂದು ಕರ್ನಾಟಕ ಪ್ರಾರಾ ಒಲಿಂಪಿಕ್ಸ್ ಅಸೋಸಿಯೇಷನ್ ಜಿಲ್ಲಾಧ್ಯಕ್ಷ ಕೆ.ಜಯದೇವ್ ತಿಳಿಸಿದರು. ನಗರದ ವಿಶ್ವೇಶ್ವರಯ್ಯ ಕ್ರೀಡಾಂಗಣದಲ್ಲಿ ಗುರುವಾರ ಕರ್ನಾಟಕ ಅಥ್ಲೆಟಿಕ್ ಅಸೋಸಿಯೇಷನ್ ಕೋಲಾರ ಘಟಕದಿಂದ ಹಮ್ಮಿಕೊಂಡಿದ್ದ ಬೇಸಿಗೆ ಶಿಬಿರದ ಸಮಾರೋಪದಲ್ಲಿ ಅವರು ಮಾತನಾಡಿ ಪೋಷಕರು ಮಕ್ಕಳನ್ನು ಅಂಕಗಳಿಸುವ ಯಂತ್ರಗಳನ್ನಾಗಿ ಕ್ರೀಡೆಗಳಿಂದ ದೂರ ಮಾಡುವುದು ಸರಿಯಲ್ಲ ಎಂದ ಅವರು, [197, 498, 346, 764]
issue-weekday: ಶನಿವಾರ [886, 193, 930, 212]
paper-name: ದೂರ ದೃಷ್ಟಿ ಕನ್ನಡ ದಿನ ಪತ್ರಿಕೆ [277, 193, 434, 212]
sports-column-4: ನಿರಂತರ ಅಭ್ಯಾಸ ಮಾಡಿ ಸಾಧಕರಾಗಿ ಹೊರಹೊಮ್ಮಿ ಎಂದು ಸಲಹೆ ನೀಡಿದರು. ಕಾರ್ಯಕ್ರಮದ ಅಧ್ಯಕ್ಷತೆ ವಹಿಸಿದ್ದ ಅಥ್ಲೆಟಿಕ್ ಅಸೋಸಿಯೇಷನ್ ಅಧ್ಯಕ್ಷ ಜಗನ್ನಾಥ್, ಗುಂಪು ಆಟಗಳಿಗಿಂತ ಹೆಚ್ಚು ಪ್ರಾಧಾನ್ಯತೆಯನ್ನು ಅಥ್ಲೆಟಿಕ್ ಹೊಂದಿದೆ ಇದು ಅಭ್ಯಾಸವನ್ನು ನಿರ್ಲಕ್ಷಿಸಿಕೊಂಡು ಹೋಗದೆ ನಿತ್ಯ ಮುಂದುವರೆಸುವುದು ಆದರೆ ಗುಂಪು ಕ್ರೀಡೆಗಳಿಗೆ ಒಂದಷ್ಟು ಕ್ರೀಡಾಪಟುಗಳ ಸಹಕಾರ ಅಗತ್ಯವಿರುತ್ತದೆ ಎಂದು ತಿಳಿಸಿ, ನಿರಂತರ ಅಭ್ಯಾಸ ಮಾಡಿದರೆ ಖಂಡಿತಾ ನೀವು ರಾಜ್ಯ,ರಾಷ್ಟ್ರ,ಅಂತರರಾಷ್ಟ್ರ ಮಟ್ಟದಲ್ಲಿ ಸಾಧನೆ ಮಾಡಬಹುದು ಎಂದರು. [675, 498, 804, 781]
mela-headline: ಜೂನ್ 12 ರಿಂದ ಮೂರು ದಿನ ಸುಳ್ಯದಲ್ಲಿ ಹಲಸು, ಮಾವು ಮೇಳ ನಡೆಸಲು ನಿರ್ಧಾರ [248, 1768, 1433, 1819]
gba-column-4: ಹೇಳಿದರು. ಜಿಬಿಎ ಮುಖ್ಯ ಆಯುಕ್ತ ಮಹೇಶ್ವರ್ ರಾವ್ ಅವರು ವರ್ತಾತನಾಡಿ, ಚುನಾವಣೆಗೆ ಆರ್‌ಒ, ಎಆರ್‌ಒ ಹಾಗೂ ಬಿಎಲ್‌ಒಗಳ ನೇಮಕಾತಿ ಕ್ರಮ ಕೈಗೊಳ್ಳುವಂತೆ ಚುನಾವಣಾ ಆಯುಕ್ತರು ಸೂಚನೆ ನೀಡಿದ್ದಾರೆ ಅದನ್ನು ಪಾಲಿಸಲಾಗುವುದು ಎಂದು ತಿಳಿಸಿದರು. ಈಗಾಗಲೇ ವಾರ್ಡ್ ವಿಂಗಡಣೆ, ಮೀಸಲಾತಿ ಹಾಗೂ ಅಂತಿಮ ಮತದಾರರ ಪಟ್ಟಿ ಸಿದ್ಧಗೊಂಡಿದ್ದು, ಚುನಾವಣೆಗೆ ಬೇಕಾದ ಪೂರ್ವ ಸಿದ್ಧತೆ ಗಳನ್ನು ಪೂರ್ಣಗೊಳಿಸಲಾಗಿದೆ. ಇದರ ಜೊತೆಗೆ ವಾರ್ಡುವಾರು ಮತದಾನ ಕೇಂದ್ರದ ಪಟ್ಟಿಯನ್ನು ಆಯೋಗದ ಅನುಮೋದನೆ ಪಡೆದು ಪ್ರಕಟಿಸಲಾಗುವುದು. ಚುನಾವಣಾಧಿಕಾರಿಗಳು ಮತ್ತು ಸಹಾಯಕ ಚುನಾವಣಾಧಿಕಾರಿಗಳ ನೇಮಕಾತಿ ಅಧಿಸೂಚನೆ ಹೊರಡಿ ಸುವುದು, ಮತಗಟ್ಟೆ ಸಿಬ್ಬಂದಿ ನೇಮಕ ಮತ್ತು ತರಬೇತಿ, ಮತಪೆಟ್ಟಿಗೆಗಳ ಎತ್ತುವಳಿ, ಸಾಗಣೆಗೆ, ಸಂಗ್ರಹಣೆ ಸಂಬಂಧ ನೋಡಲ್ ಅಧಿಕಾರಿಗಳನ್ನು ನೇಮಕ ಮಾಡುವುದು. [674, 1060, 826, 1428]
